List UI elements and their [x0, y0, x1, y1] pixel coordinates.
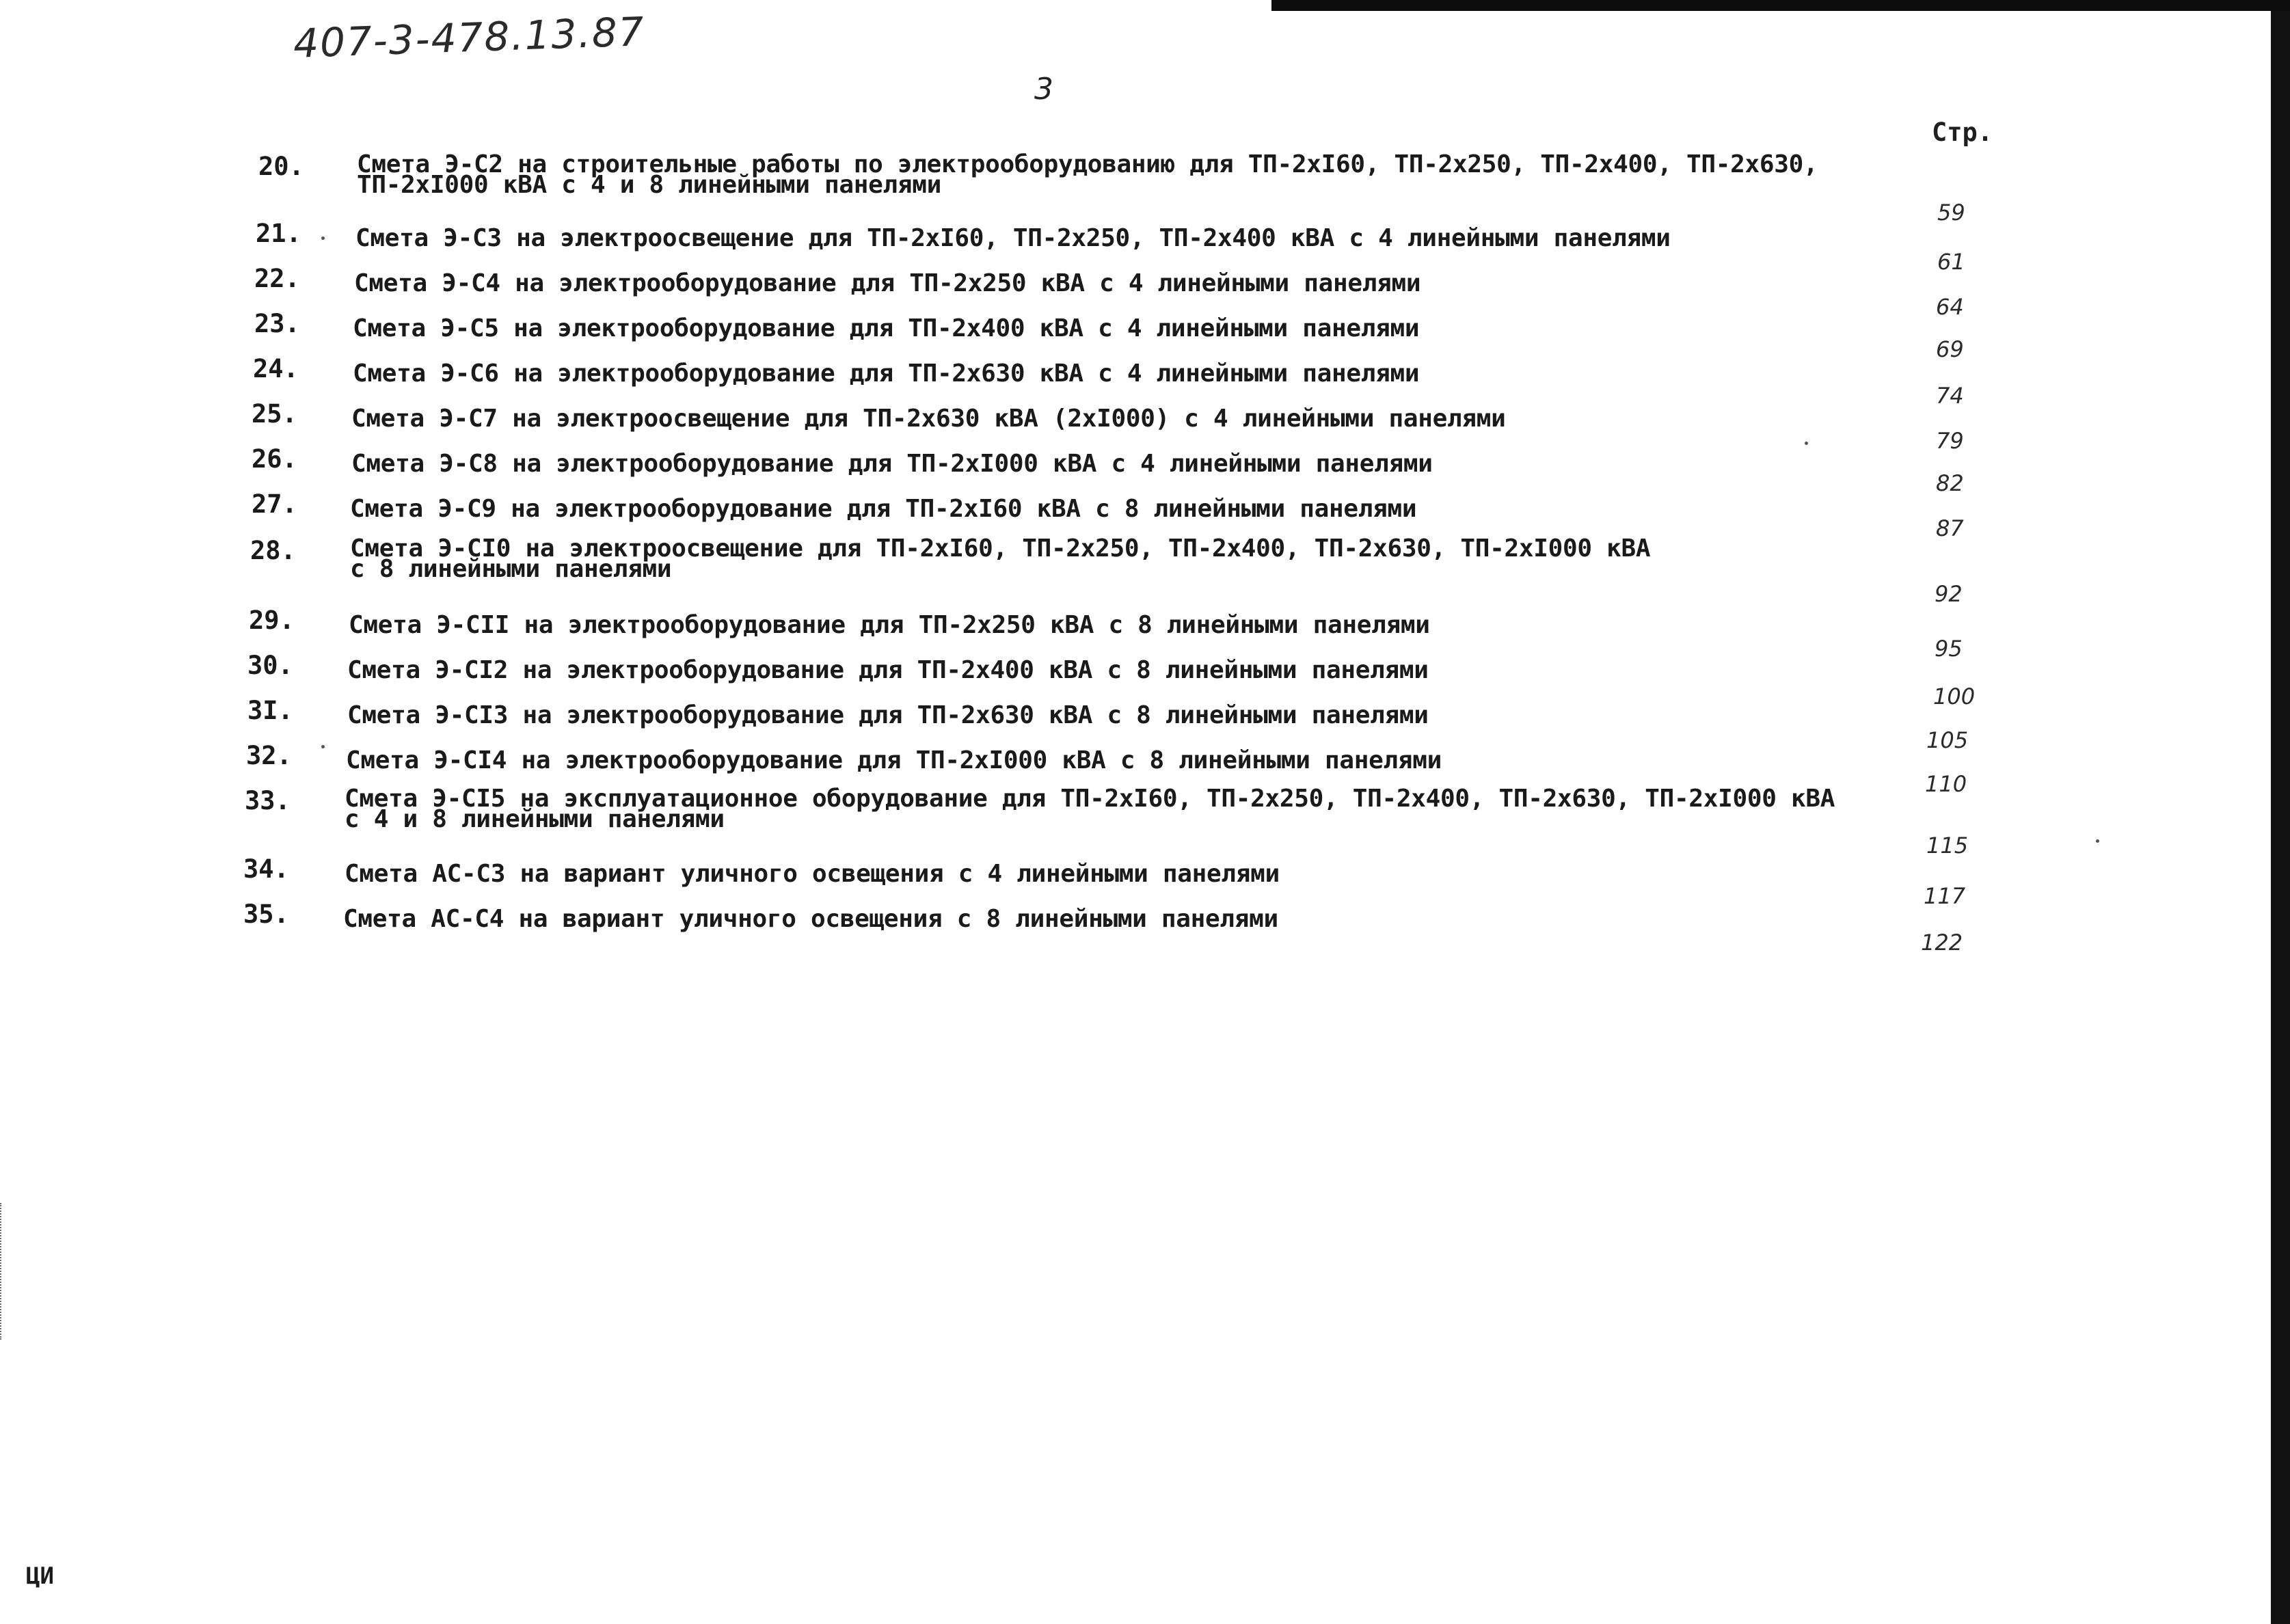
entry-number: 24.: [253, 354, 299, 383]
entry-page-number: 74: [1936, 383, 1964, 409]
entry-title-line: Смета Э-С2 на строительные работы по электрооборудованию для ТП-2хI60, ТП-2х250, ТП-2х400, ТП-2х630,: [357, 150, 1818, 178]
entry-page-number: 117: [1924, 883, 1966, 909]
entry-title-line: Смета Э-С3 на электроосвещение для ТП-2хI60, ТП-2х250, ТП-2х400 кВА с 4 линейными панелями: [355, 224, 1671, 252]
entry-page-number: 82: [1936, 470, 1964, 496]
entry-page-number: 110: [1925, 771, 1967, 797]
corner-mark: ЦИ: [26, 1562, 54, 1590]
entry-page-number: 59: [1937, 200, 1965, 226]
entry-title-line: ТП-2хI000 кВА с 4 и 8 линейными панелями: [357, 171, 941, 199]
entry-title: [354, 269, 1421, 297]
scan-speck: [321, 236, 325, 240]
entry-title-line: Смета Э-С8 на электрооборудование для ТП-2хI000 кВА с 4 линейными панелями: [351, 450, 1433, 478]
scan-top-strip: [1271, 0, 2290, 11]
entry-number: 21.: [256, 219, 301, 248]
entry-page-number: 115: [1926, 833, 1969, 858]
entry-page-number: 105: [1926, 727, 1969, 753]
entry-number: 34.: [243, 854, 289, 884]
entry-title-line: Смета Э-С6 на электрооборудование для ТП-2х630 кВА с 4 линейными панелями: [353, 360, 1420, 388]
entry-title: [353, 360, 1420, 388]
entry-title: [345, 860, 1280, 888]
entry-title: [347, 656, 1429, 684]
entry-title: [351, 405, 1506, 433]
entry-number: 26.: [252, 444, 297, 474]
entry-title-line: Смета Э-С4 на электрооборудование для ТП-2х250 кВА с 4 линейными панелями: [354, 269, 1421, 297]
entry-number: 30.: [247, 651, 293, 680]
page-number: 3: [1034, 72, 1053, 107]
entry-number: 3I.: [247, 696, 293, 725]
entry-title: [351, 450, 1433, 478]
entry-title: [347, 701, 1429, 729]
entry-title: [350, 495, 1417, 523]
entry-page-number: 79: [1936, 428, 1964, 454]
entry-title: [357, 150, 1818, 199]
entry-title: [349, 611, 1430, 639]
scan-left-marks: [0, 1203, 5, 1340]
entry-number: 23.: [254, 309, 300, 338]
entry-number: 35.: [243, 899, 289, 929]
entry-page-number: 100: [1933, 684, 1976, 709]
entry-title-line: Смета Э-СI0 на электроосвещение для ТП-2хI60, ТП-2х250, ТП-2х400, ТП-2х630, ТП-2хI000 кВА: [350, 534, 1651, 563]
entry-title: [346, 746, 1442, 774]
scan-speck: [2096, 839, 2099, 843]
entry-number: 27.: [252, 489, 297, 519]
scan-speck: [321, 745, 325, 748]
entry-page-number: 92: [1935, 581, 1963, 607]
entry-title-line: Смета Э-С5 на электрооборудование для ТП-2х400 кВА с 4 линейными панелями: [353, 314, 1420, 342]
entry-title-line: Смета Э-СI3 на электрооборудование для ТП-2х630 кВА с 8 линейными панелями: [347, 701, 1429, 729]
entry-title: [345, 785, 1835, 833]
entry-title-line: с 8 линейными панелями: [350, 555, 672, 583]
entry-page-number: 95: [1935, 636, 1963, 662]
entry-page-number: 87: [1936, 515, 1964, 541]
entry-page-number: 122: [1921, 930, 1963, 956]
entry-title-line: Смета Э-С9 на электрооборудование для ТП-2хI60 кВА с 8 линейными панелями: [350, 495, 1417, 523]
page-column-header: Стр.: [1932, 118, 1993, 147]
entry-title: [353, 314, 1420, 342]
scan-speck: [1805, 442, 1808, 445]
entry-title-line: Смета АС-С3 на вариант уличного освещения с 4 линейными панелями: [345, 860, 1280, 888]
entry-title-line: Смета АС-С4 на вариант уличного освещения с 8 линейными панелями: [343, 905, 1278, 933]
entry-number: 29.: [249, 606, 295, 635]
entry-number: 28.: [250, 536, 296, 565]
scan-edge-strip: [2271, 0, 2290, 1624]
entry-title-line: Смета Э-СI2 на электрооборудование для ТП-2х400 кВА с 8 линейными панелями: [347, 656, 1429, 684]
entry-title-line: Смета Э-СI4 на электрооборудование для ТП-2хI000 кВА с 8 линейными панелями: [346, 746, 1442, 774]
entry-number: 33.: [245, 786, 291, 815]
entry-title-line: Смета Э-СII на электрооборудование для ТП-2х250 кВА с 8 линейными панелями: [349, 611, 1430, 639]
document-code: 407-3-478.13.87: [293, 8, 646, 67]
entry-title: [343, 905, 1278, 933]
entry-number: 22.: [254, 264, 300, 293]
entry-title-line: Смета Э-С7 на электроосвещение для ТП-2х630 кВА (2хI000) с 4 линейными панелями: [351, 405, 1506, 433]
entry-title: [350, 534, 1651, 583]
entry-page-number: 64: [1936, 294, 1964, 320]
entry-number: 32.: [246, 741, 292, 770]
entry-number: 25.: [252, 399, 297, 429]
entry-title-line: Смета Э-СI5 на эксплуатационное оборудование для ТП-2хI60, ТП-2х250, ТП-2х400, ТП-2х630, ТП-2хI000 кВА: [345, 785, 1835, 813]
entry-title-line: с 4 и 8 линейными панелями: [345, 805, 725, 833]
entry-number: 20.: [258, 152, 304, 181]
entry-title: [355, 224, 1671, 252]
entry-page-number: 61: [1937, 249, 1965, 275]
entry-page-number: 69: [1936, 336, 1964, 362]
